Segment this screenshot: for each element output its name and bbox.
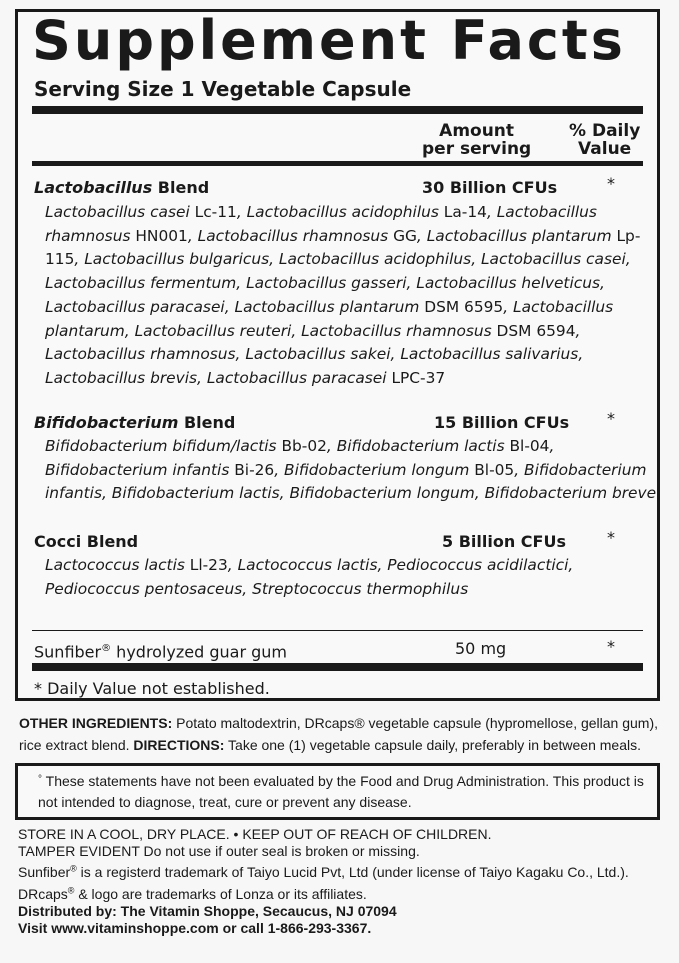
- blend-name-bifidobacterium: Bifidobacterium Blend: [34, 413, 236, 432]
- blend-amount-bifidobacterium: 15 Billion CFUs: [434, 413, 570, 432]
- ingredient-item: Lactobacillus sakei: [245, 345, 391, 364]
- ingredient-item: Lactobacillus paracasei: [45, 297, 225, 316]
- blend-name-lactobacillus: Lactobacillus Blend: [34, 178, 210, 197]
- divider-thin: [32, 630, 643, 631]
- divider-thick: [32, 106, 643, 114]
- tamper-warning: TAMPER EVIDENT Do not use if outer seal is broken or missing.: [18, 843, 420, 860]
- fda-disclaimer: ° These statements have not been evaluated by the Food and Drug Administration. This product is not intended to diagnose, treat, cure or prevent any disease.: [38, 773, 644, 810]
- ingredient-item: Lactobacillus acidophilus: [278, 250, 472, 269]
- blend-members-lactobacillus: Lactobacillus casei Lc-11, Lactobacillus acidophilus La-14, Lactobacillus rhamnosus HN001, Lactobacillus rhamnosus GG, Lactobacillus plantarum Lp-115, Lactobacillus bulgaricus, Lactobacillus acidophilus, Lactobacillus casei, Lactobacillus fermentum, Lactobacillus gasseri, Lactobacillus helveticus, Lactobacillus paracasei, Lactobacillus plantarum DSM 6595, Lactobacillus plantarum, Lactobacillus reuteri, Lactobacillus rhamnosus DSM 6594, Lactobacillus rhamnosus, Lactobacillus sakei, Lactobacillus salivarius, Lactobacillus brevis, Lactobacillus paracasei LPC-37: [45, 203, 641, 387]
- ingredient-item: Bifidobacterium bifidum/lactis Bb-02: [45, 437, 327, 455]
- blend-members-cocci: Lactococcus lactis Ll-23, Lactococcus lactis, Pediococcus acidilactici, Pediococcus pentosaceus, Streptococcus thermophilus: [45, 556, 574, 598]
- ingredient-item: Bifidobacterium infantis: [45, 460, 647, 503]
- ingredient-item: Bifidobacterium breve: [484, 484, 657, 503]
- ingredient-item: Streptococcus thermophilus: [252, 579, 469, 598]
- divider-medium: [32, 161, 643, 166]
- ingredient-item: Lactobacillus plantarum: [45, 297, 614, 340]
- ingredient-item: Bifidobacterium longum: [289, 484, 475, 503]
- blend-dv-lactobacillus: *: [607, 174, 615, 193]
- ingredient-item: Lactobacillus rhamnosus DSM 6594: [301, 321, 576, 340]
- ingredient-item: Pediococcus pentosaceus: [45, 579, 243, 598]
- label-footer: [18, 826, 668, 938]
- daily-value-header: % Daily Value: [569, 121, 641, 159]
- amount-header: Amount per serving: [422, 121, 532, 159]
- sunfiber-dv: *: [607, 637, 615, 656]
- ingredient-item: Lactobacillus casei Lc-11: [45, 203, 237, 221]
- ingredient-item: Lactobacillus rhamnosus HN001: [45, 203, 597, 245]
- ingredient-item: Lactobacillus bulgaricus: [84, 250, 270, 269]
- serving-size: Serving Size 1 Vegetable Capsule: [34, 77, 412, 101]
- blend-dv-bifidobacterium: *: [607, 409, 615, 428]
- supplement-facts-panel: [15, 9, 660, 701]
- ingredient-item: Lactobacillus rhamnosus GG: [197, 226, 417, 245]
- ingredient-item: Lactobacillus gasseri: [246, 274, 407, 293]
- ingredient-item: Pediococcus acidilactici: [387, 556, 569, 574]
- ingredient-item: Lactobacillus fermentum: [45, 274, 237, 293]
- distributor-line: Distributed by: The Vitamin Shoppe, Secaucus, NJ 07094: [18, 902, 397, 919]
- ingredient-item: Lactococcus lactis Ll-23: [45, 556, 228, 574]
- ingredient-item: Bifidobacterium longum Bl-05: [284, 460, 515, 479]
- other-ingredients: OTHER INGREDIENTS: Potato maltodextrin, DRcaps® vegetable capsule (hypromellose, gellan gum), rice extract blend. DIRECTIONS: Take one (1) vegetable capsule daily, preferably in between meals.: [19, 715, 659, 753]
- blend-name-cocci: Cocci Blend: [34, 532, 139, 551]
- ingredient-item: Bifidobacterium infantis Bi-26: [45, 460, 275, 479]
- ingredient-item: Lactococcus lactis: [237, 556, 378, 574]
- ingredient-item: Lactobacillus plantarum Lp-115: [45, 226, 641, 269]
- divider-thick-bottom: [32, 663, 643, 671]
- storage-warning: STORE IN A COOL, DRY PLACE. • KEEP OUT OF REACH OF CHILDREN.: [18, 826, 492, 842]
- ingredient-item: Lactobacillus brevis: [45, 368, 198, 387]
- ingredient-item: Lactobacillus acidophilus La-14: [246, 203, 487, 221]
- ingredient-item: Lactobacillus rhamnosus: [45, 345, 236, 364]
- fda-disclaimer-box: [15, 763, 660, 820]
- ingredient-item: Lactobacillus salivarius: [400, 345, 579, 364]
- ingredient-item: Lactobacillus reuteri: [134, 321, 292, 340]
- panel-title: Supplement Facts: [32, 9, 626, 72]
- ingredient-item: Lactobacillus casei: [480, 250, 626, 269]
- daily-value-footnote: * Daily Value not established.: [34, 679, 270, 698]
- sunfiber-row-label: Sunfiber® hydrolyzed guar gum: [34, 642, 288, 662]
- ingredient-item: Lactobacillus helveticus: [416, 274, 600, 293]
- trademark-notice: Sunfiber® is a registerd trademark of Taiyo Lucid Pvt, Ltd (under license of Taiyo Kagaku Co., Ltd.). DRcaps® & logo are trademarks of Lonza or its affiliates.: [18, 863, 629, 902]
- sunfiber-amount: 50 mg: [455, 639, 507, 658]
- blend-amount-lactobacillus: 30 Billion CFUs: [422, 178, 558, 197]
- contact-line: Visit www.vitaminshoppe.com or call 1-866-293-3367.: [18, 920, 372, 937]
- ingredient-item: Lactobacillus plantarum DSM 6595: [234, 297, 504, 316]
- ingredient-item: Lactobacillus paracasei LPC-37: [206, 368, 446, 387]
- blend-members-bifidobacterium: Bifidobacterium bifidum/lactis Bb-02, Bifidobacterium lactis Bl-04, Bifidobacterium infantis Bi-26, Bifidobacterium longum Bl-05, Bifidobacterium infantis, Bifidobacterium lactis, Bifidobacterium longum, Bifidobacterium breve: [45, 437, 657, 503]
- ingredient-item: Bifidobacterium lactis: [111, 484, 280, 503]
- blend-amount-cocci: 5 Billion CFUs: [442, 532, 566, 551]
- ingredient-item: Bifidobacterium lactis Bl-04: [336, 437, 550, 455]
- blend-dv-cocci: *: [607, 528, 615, 547]
